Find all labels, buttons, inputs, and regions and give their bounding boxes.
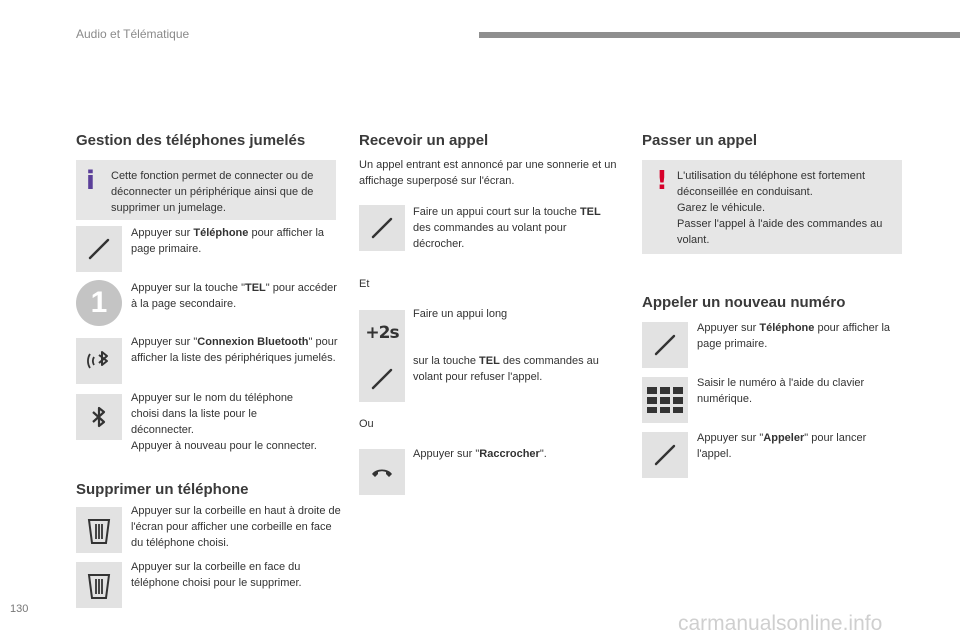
call-button[interactable]: [642, 432, 688, 478]
step-number-badge: 1: [76, 280, 122, 326]
trash-icon: [86, 515, 112, 545]
phone-icon: [85, 235, 113, 263]
header-title: Audio et Télématique: [76, 27, 190, 41]
step-text-device-name: Appuyer sur le nom du téléphone choisi dans la liste pour le déconnecter. Appuyer à nouveau pour le connecter.: [131, 392, 317, 452]
phone-button-icon[interactable]: [76, 226, 122, 272]
bluetooth-connection-button[interactable]: [76, 338, 122, 384]
section-title-recevoir: Recevoir un appel: [359, 132, 489, 149]
watermark: carmanualsonline.info: [678, 612, 883, 635]
and-label: Et: [359, 278, 370, 290]
steering-tel-reject-button[interactable]: [359, 356, 405, 402]
long-press-text: Faire un appui long: [413, 308, 508, 320]
phone-icon: [651, 441, 679, 469]
step-text-tel-key: Appuyer sur la touche "TEL" pour accéder à la page secondaire.: [131, 282, 337, 310]
section-title-nouveau-numero: Appeler un nouveau numéro: [642, 294, 846, 311]
bluetooth-icon: [85, 403, 113, 431]
hang-up-icon: [368, 458, 396, 486]
info-icon: i: [86, 166, 95, 196]
bluetooth-device-button[interactable]: [76, 394, 122, 440]
hang-up-button[interactable]: [359, 449, 405, 495]
phone-icon: [368, 214, 396, 242]
page-number: 130: [10, 603, 29, 615]
keypad-icon: [646, 386, 684, 414]
bluetooth-connection-icon: [82, 344, 116, 378]
telephone-button[interactable]: [642, 322, 688, 368]
answer-call-text: Faire un appui court sur la touche TEL des commandes au volant pour décrocher.: [413, 206, 601, 250]
new-call-step-2: Saisir le numéro à l'aide du clavier numérique.: [697, 377, 865, 405]
steering-tel-button[interactable]: [359, 205, 405, 251]
trash-icon: [86, 570, 112, 600]
reject-call-text: sur la touche TEL des commandes au volant pour refuser l'appel.: [413, 355, 599, 383]
phone-icon: [651, 331, 679, 359]
new-call-step-1: Appuyer sur Téléphone pour afficher la page primaire.: [697, 322, 891, 350]
info-text: Cette fonction permet de connecter ou de déconnecter un périphérique ainsi que de supprimer un jumelage.: [111, 170, 314, 214]
step-text-telephone: Appuyer sur Téléphone pour afficher la page primaire.: [131, 227, 325, 255]
warning-box: [642, 160, 902, 254]
delete-step-2: Appuyer sur la corbeille en face du téléphone choisi pour le supprimer.: [131, 561, 302, 589]
hang-up-text: Appuyer sur "Raccrocher".: [413, 448, 547, 460]
new-call-step-3: Appuyer sur "Appeler" pour lancer l'appel.: [697, 432, 867, 460]
info-box: [76, 160, 336, 220]
section-title-gestion: Gestion des téléphones jumelés: [76, 132, 306, 149]
phone-icon: [368, 365, 396, 393]
delete-step-1: Appuyer sur la corbeille en haut à droite de l'écran pour afficher une corbeille en face du téléphone choisi.: [131, 505, 341, 549]
trash-button-row[interactable]: [76, 562, 122, 608]
keypad-button[interactable]: [642, 377, 688, 423]
section-title-passer: Passer un appel: [642, 132, 758, 149]
warning-text: L'utilisation du téléphone est fortement déconseillée en conduisant. Garez le véhicule. Passer l'appel à l'aide des commandes au volant.: [677, 170, 883, 246]
section-title-supprimer: Supprimer un téléphone: [76, 481, 249, 498]
header-bar: [479, 32, 960, 38]
two-seconds-label: +2s: [365, 323, 399, 343]
trash-button-top[interactable]: [76, 507, 122, 553]
or-label: Ou: [359, 418, 374, 430]
warning-icon: !: [656, 166, 668, 196]
long-press-2s-icon: [359, 310, 405, 356]
step-text-connexion-bluetooth: Appuyer sur "Connexion Bluetooth" pour afficher la liste des périphériques jumelés.: [131, 336, 338, 364]
incoming-call-intro: Un appel entrant est annoncé par une sonnerie et un affichage superposé sur l'écran.: [359, 159, 617, 187]
